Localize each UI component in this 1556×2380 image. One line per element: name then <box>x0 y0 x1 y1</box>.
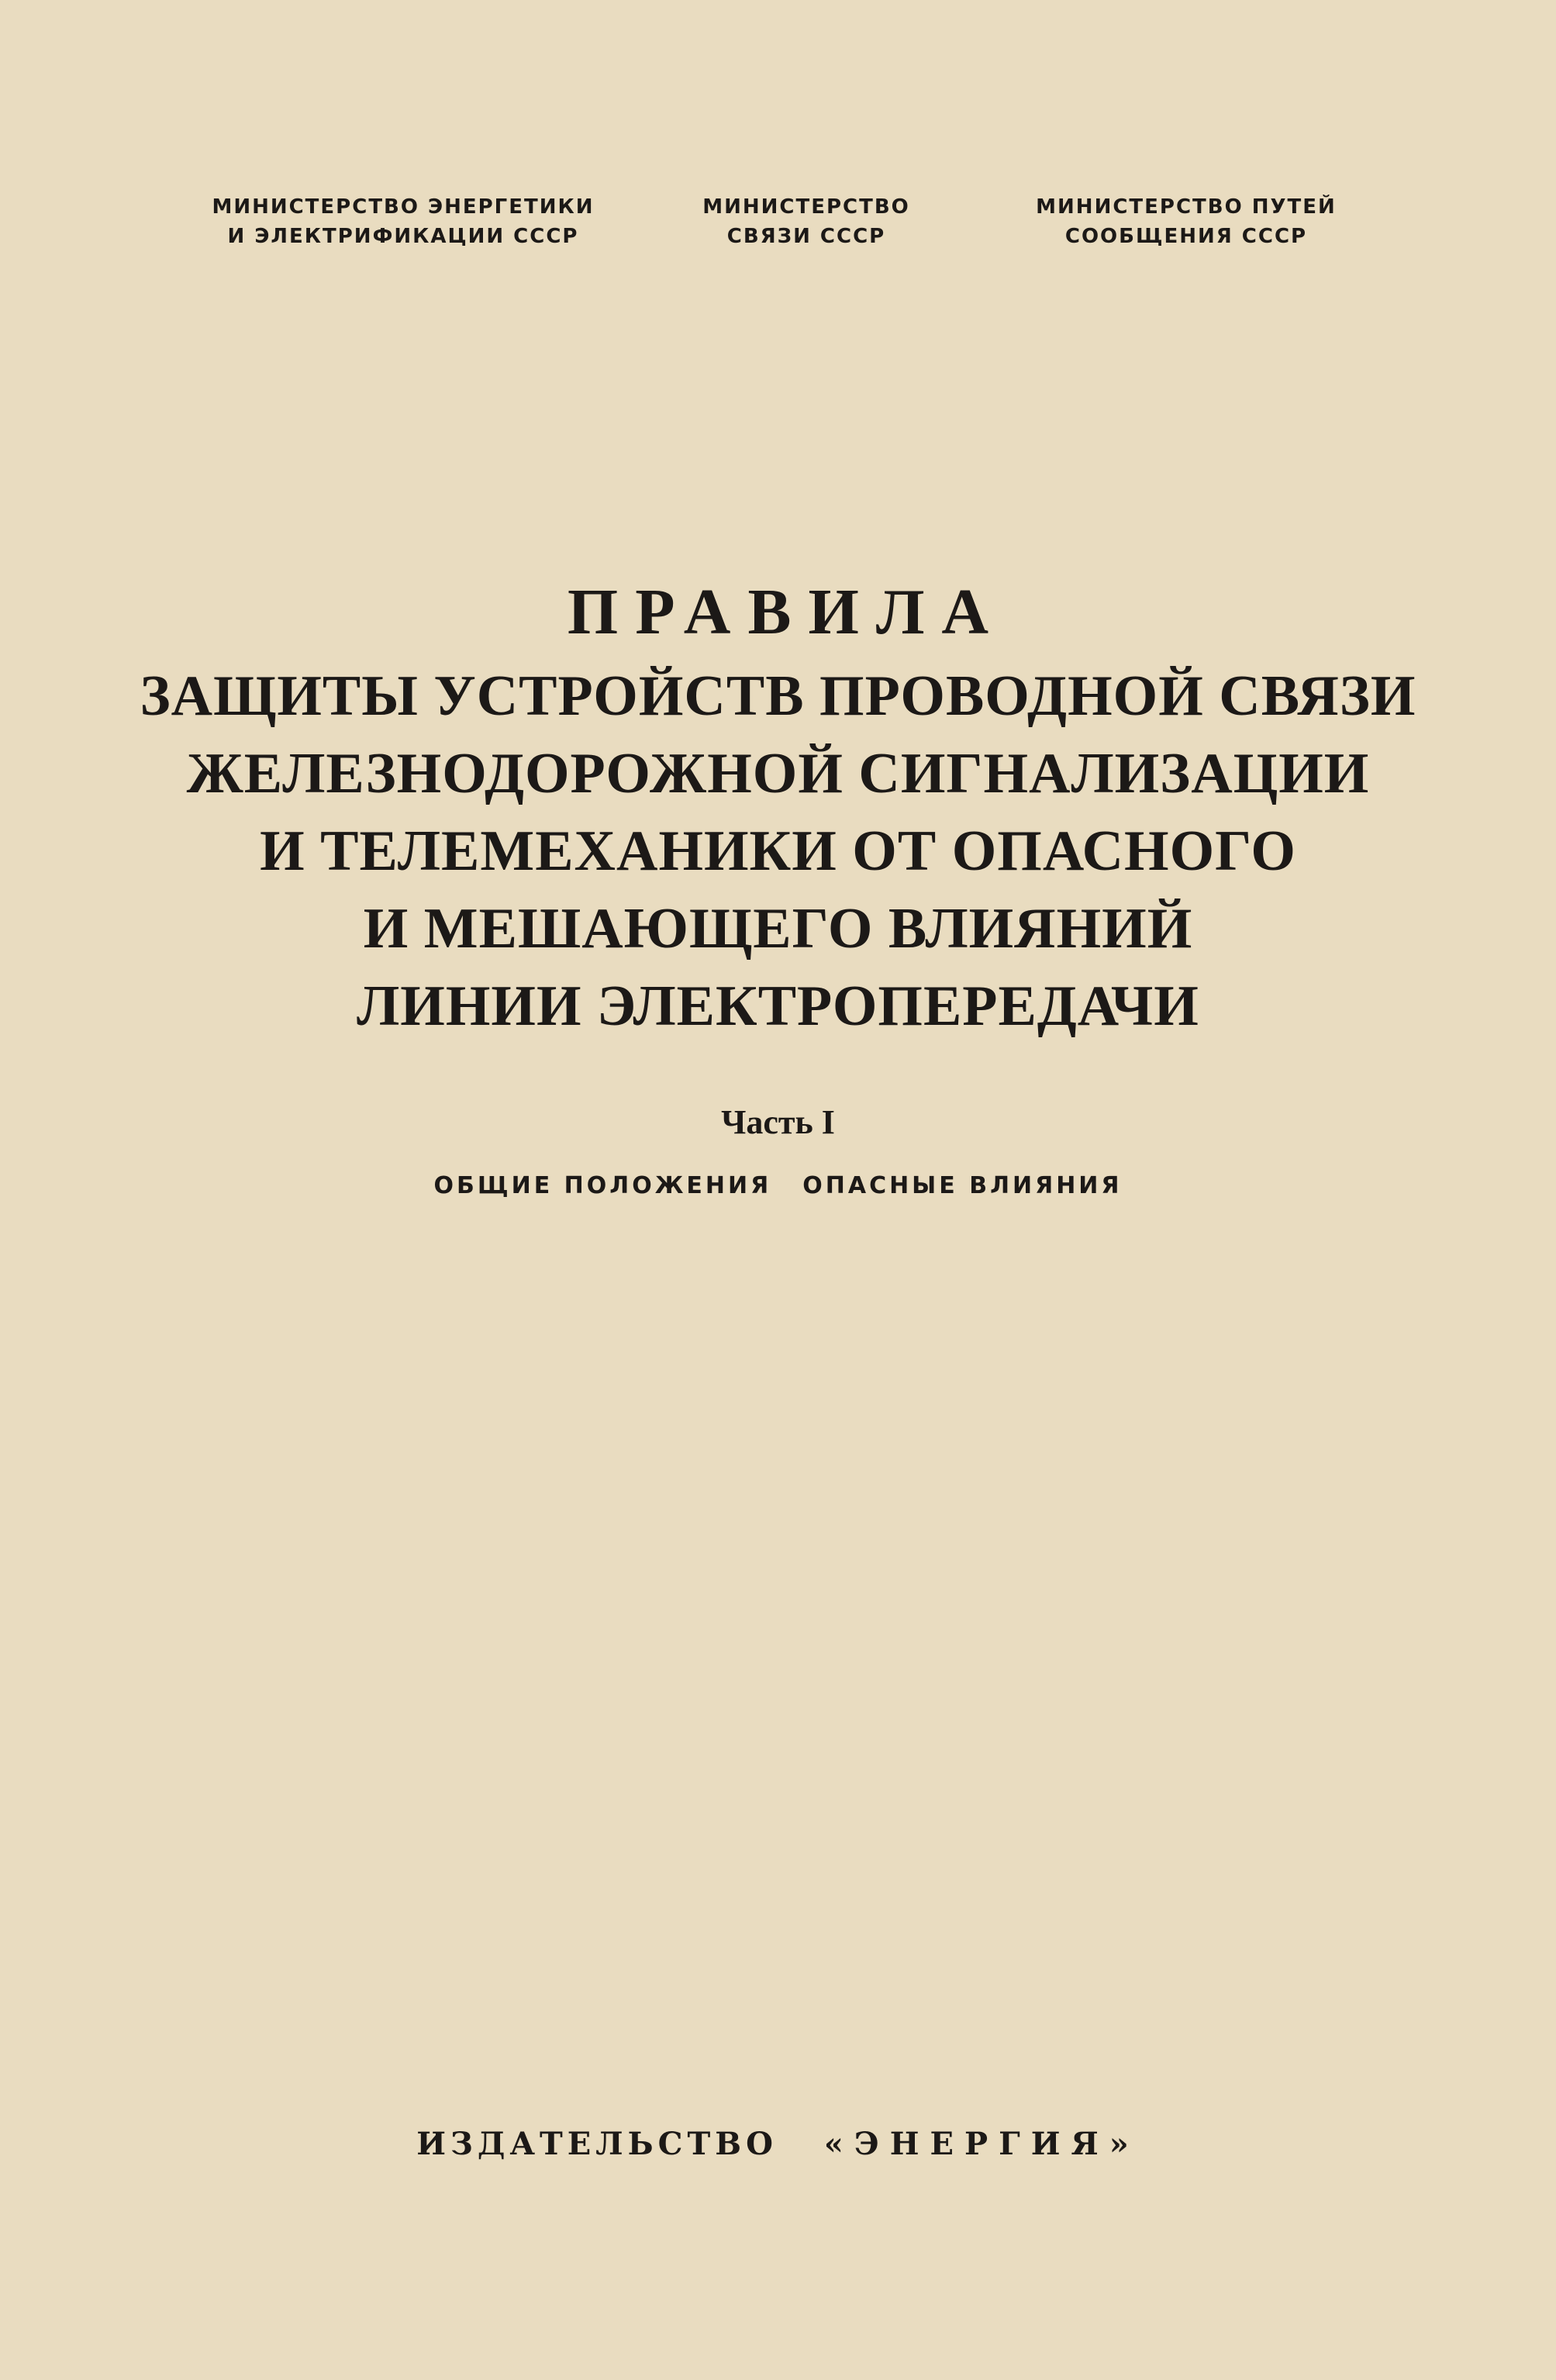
ministry-railways-line2: СООБЩЕНИЯ СССР <box>1064 225 1308 248</box>
ministries-header <box>0 192 1556 254</box>
title-block <box>0 574 1556 1045</box>
subtitle-line: И ТЕЛЕМЕХАНИКИ ОТ ОПАСНОГО <box>260 819 1296 883</box>
publisher-label: ИЗДАТЕЛЬСТВО <box>416 2126 778 2162</box>
subtitle-line: И МЕШАЮЩЕГО ВЛИЯНИЙ <box>363 897 1193 961</box>
subtitle-line: ЗАЩИТЫ УСТРОЙСТВ ПРОВОДНОЙ СВЯЗИ <box>140 664 1416 728</box>
subtitle-line: ЖЕЛЕЗНОДОРОЖНОЙ СИГНАЛИЗАЦИИ <box>186 742 1370 805</box>
publisher-name: «ЭНЕРГИЯ» <box>823 2126 1140 2162</box>
document-title: ПРАВИЛА <box>567 576 1006 648</box>
subtitle-line: ЛИНИИ ЭЛЕКТРОПЕРЕДАЧИ <box>357 974 1199 1038</box>
part-subtitle-dangerous: ОПАСНЫЕ ВЛИЯНИЯ <box>802 1172 1123 1199</box>
ministry-energy-line2: И ЭЛЕКТРИФИКАЦИИ СССР <box>227 225 579 248</box>
part-subtitle <box>0 1169 1556 1203</box>
ministry-railways <box>1000 192 1372 251</box>
ministry-communications-line1: МИНИСТЕРСТВО <box>702 195 910 219</box>
ministry-energy <box>202 192 605 251</box>
part-number: Часть I <box>721 1103 835 1141</box>
ministry-railways-line1: МИНИСТЕРСТВО ПУТЕЙ <box>1036 195 1337 219</box>
document-subtitle <box>0 657 1556 1045</box>
part-subtitle-general: ОБЩИЕ ПОЛОЖЕНИЯ <box>433 1172 772 1199</box>
ministry-communications-line2: СВЯЗИ СССР <box>726 225 886 248</box>
ministry-communications <box>667 192 946 251</box>
publisher <box>0 2123 1556 2166</box>
ministry-energy-line1: МИНИСТЕРСТВО ЭНЕРГЕТИКИ <box>212 195 595 219</box>
